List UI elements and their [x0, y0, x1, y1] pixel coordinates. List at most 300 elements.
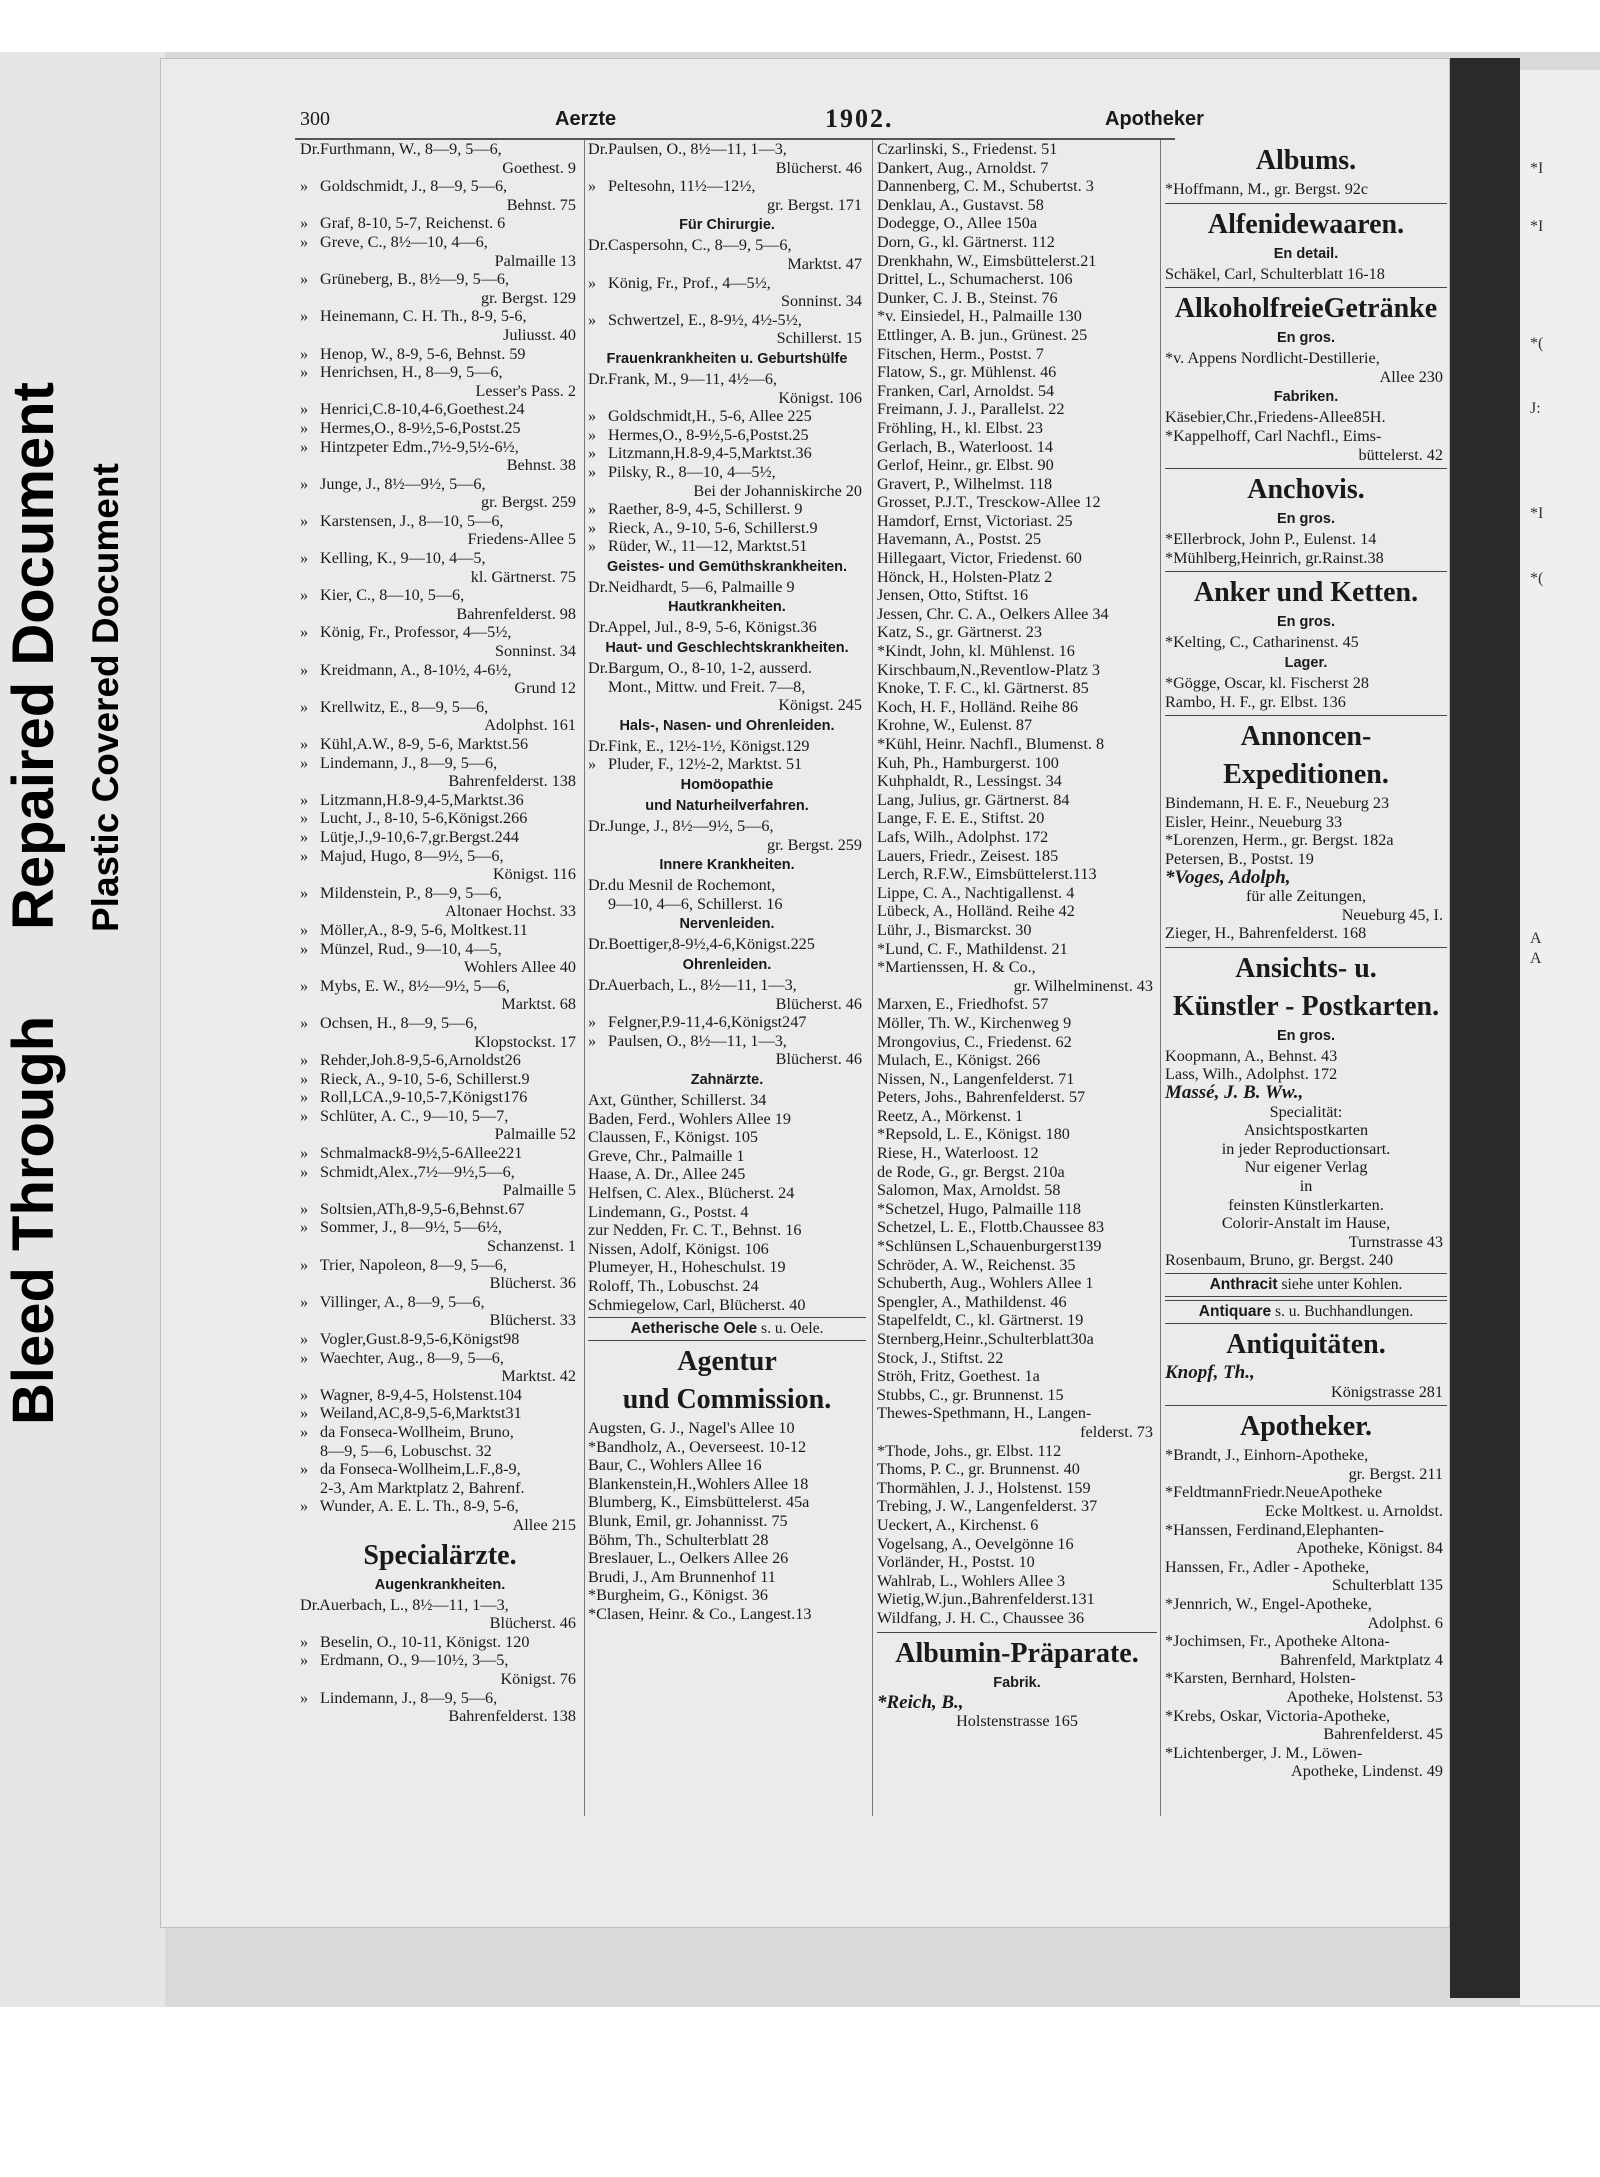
directory-entry — [588, 500, 866, 519]
entry-text: Knoke, T. F. C., kl. Gärtnerst. 85 — [877, 679, 1089, 698]
directory-entry — [300, 1218, 580, 1237]
entry-text: da Fonseca-Wollheim,L.F.,8-9, — [320, 1460, 521, 1479]
directory-entry — [588, 1419, 866, 1438]
directory-entry — [588, 578, 866, 597]
entry-marker: » — [588, 500, 597, 519]
column-divider — [872, 140, 873, 1816]
entry-text: Helfsen, C. Alex., Blücherst. 24 — [588, 1183, 795, 1202]
directory-entry — [877, 1572, 1157, 1591]
entry-text: Zieger, H., Bahrenfelderst. 168 — [1165, 924, 1367, 943]
entry-continuation: Wohlers Allee 40 — [464, 958, 576, 977]
directory-entry — [300, 586, 580, 605]
directory-entry — [300, 884, 580, 903]
directory-entry — [877, 270, 1157, 289]
directory-entry — [588, 1456, 866, 1475]
entry-continuation: 8—9, 5—6, Lobuschst. 32 — [320, 1441, 492, 1460]
directory-entry — [1165, 427, 1447, 446]
entry-text: Caspersohn, C., 8—9, 5—6, — [608, 236, 792, 255]
entry-marker: » — [300, 920, 309, 939]
entry-continuation: Palmaille 13 — [494, 251, 576, 270]
entry-marker: » — [300, 735, 309, 753]
directory-entry — [1165, 180, 1447, 199]
entry-text: Brudi, J., Am Brunnenhof 11 — [588, 1567, 776, 1586]
entry-text: *Lorenzen, Herm., gr. Bergst. 182a — [1165, 831, 1394, 850]
directory-entry — [877, 568, 1157, 587]
entry-text: Spengler, A., Mathildenst. 46 — [877, 1292, 1067, 1311]
entry-marker: » — [588, 537, 597, 556]
entry-text: Sommer, J., 8—9½, 5—6½, — [320, 1218, 502, 1237]
directory-entry — [1165, 1558, 1447, 1577]
directory-entry — [877, 438, 1157, 457]
entry-continuation: Palmaille 5 — [502, 1181, 576, 1200]
directory-entry — [1165, 1483, 1447, 1502]
entry-text: Lindemann, J., 8—9, 5—6, — [320, 753, 498, 772]
entry-continuation: Marktst. 42 — [501, 1367, 576, 1386]
entry-text: Baden, Ferd., Wohlers Allee 19 — [588, 1109, 791, 1128]
entry-text: Lass, Wilh., Adolphst. 172 — [1165, 1065, 1338, 1084]
directory-entry — [1165, 530, 1447, 549]
entry-text: Reetz, A., Mörkenst. 1 — [877, 1106, 1024, 1125]
directory-entry — [300, 1051, 580, 1070]
directory-entry — [588, 755, 866, 774]
directory-entry — [877, 1442, 1157, 1461]
entry-continuation: Behnst. 38 — [506, 456, 576, 475]
entry-text: Lang, Julius, gr. Gärtnerst. 84 — [877, 790, 1070, 809]
entry-text: Waechter, Aug., 8—9, 5—6, — [319, 1348, 504, 1367]
section-heading: Apotheker. — [1240, 1411, 1372, 1443]
entry-text: Stock, J., Stiftst. 22 — [877, 1348, 1004, 1367]
directory-entry — [1165, 693, 1447, 712]
entry-text: Soltsien,ATh,8-9,5-6,Behnst.67 — [320, 1199, 525, 1218]
subsection-heading: En gros. — [1276, 1027, 1335, 1044]
section-heading: Ansichts- u. — [1235, 952, 1377, 984]
entry-text: König, Fr., Professor, 4—5½, — [320, 623, 512, 642]
directory-entry — [877, 1553, 1157, 1572]
entry-text: *Karsten, Bernhard, Holsten- — [1165, 1669, 1356, 1688]
directory-entry — [1165, 349, 1447, 368]
entry-marker: » — [300, 1106, 309, 1125]
section-rule — [1165, 287, 1447, 288]
directory-entry — [588, 1091, 866, 1110]
directory-column-2 — [588, 140, 866, 1624]
entry-text: Junge, J., 8½—9½, 5—6, — [608, 817, 774, 836]
entry-text: Henop, W., 8-9, 5-6, Behnst. 59 — [320, 344, 526, 363]
directory-entry — [877, 512, 1157, 531]
column-divider — [584, 140, 585, 1816]
directory-entry — [588, 1013, 866, 1032]
entry-marker: » — [300, 623, 309, 642]
directory-entry — [1165, 1744, 1447, 1763]
directory-entry — [877, 772, 1157, 791]
directory-entry — [1165, 674, 1447, 693]
directory-entry — [877, 1144, 1157, 1163]
directory-entry — [300, 1689, 580, 1708]
subsection-heading: Frauenkrankheiten u. Geburtshülfe — [606, 350, 848, 367]
entry-text: Schmiegelow, Carl, Blücherst. 40 — [588, 1295, 806, 1314]
directory-entry — [877, 1218, 1157, 1237]
directory-entry — [877, 642, 1157, 661]
entry-text: Käsebier,Chr.,Friedens-Allee85H. — [1165, 408, 1386, 427]
entry-marker: » — [300, 753, 309, 772]
page-number: 300 — [300, 108, 330, 130]
entry-text: *Martienssen, H. & Co., — [877, 958, 1036, 977]
entry-text: Schmidt,Alex.,7½—9½,5—6, — [320, 1162, 515, 1181]
section-heading: Specialärzte. — [363, 1539, 517, 1571]
entry-text: Litzmann,H.8-9,4-5,Marktst.36 — [320, 790, 524, 809]
entry-continuation: Klopstockst. 17 — [474, 1032, 576, 1051]
subsection-heading: En gros. — [1276, 330, 1335, 347]
entry-text: Sternberg,Heinr.,Schulterblatt30a — [877, 1330, 1094, 1348]
entry-marker: » — [300, 939, 309, 958]
entry-text: Trier, Napoleon, 8—9, 5—6, — [319, 1255, 507, 1274]
entry-continuation: Allee 230 — [1379, 367, 1443, 386]
entry-text: Dorn, G., kl. Gärtnerst. 112 — [877, 232, 1055, 251]
entry-text: Schuberth, Aug., Wohlers Allee 1 — [877, 1274, 1094, 1293]
directory-entry — [877, 289, 1157, 308]
entry-text: Krellwitz, E., 8—9, 5—6, — [320, 697, 489, 716]
directory-entry — [877, 1200, 1157, 1219]
subsection-heading: Geistes- und Gemüthskrankheiten. — [606, 558, 848, 575]
directory-entry — [1165, 265, 1447, 284]
directory-entry — [877, 214, 1157, 233]
entry-text: Junge, J., 8½—9½, 5—6, — [320, 474, 486, 493]
subsection-heading: Haut- und Geschlechtskrankheiten. — [605, 640, 849, 657]
entry-text: Möller,A., 8-9, 5-6, Moltkest.11 — [320, 920, 528, 939]
entry-marker: » — [588, 177, 597, 196]
entry-text: Roloff, Th., Lobuschst. 24 — [588, 1276, 759, 1295]
directory-entry — [588, 1605, 866, 1624]
directory-entry — [1165, 1446, 1447, 1465]
entry-marker: » — [588, 444, 597, 463]
page-binding-edge — [1450, 58, 1520, 1998]
directory-entry — [877, 140, 1157, 159]
directory-entry — [877, 865, 1157, 884]
entry-marker: » — [300, 1069, 309, 1088]
directory-entry — [877, 716, 1157, 735]
directory-entry — [300, 623, 580, 642]
entry-text: Dr.Boettiger,8-9½,4-6,Königst.225 — [588, 935, 815, 954]
section-rule — [1165, 947, 1447, 948]
directory-entry — [877, 1479, 1157, 1498]
entry-text: Dankert, Aug., Arnoldst. 7 — [877, 158, 1049, 177]
entry-text: Blumberg, K., Eimsbüttelerst. 45a — [588, 1493, 810, 1512]
entry-continuation: Königstrasse 281 — [1331, 1382, 1443, 1401]
running-year: 1902. — [825, 104, 894, 133]
entry-text: Augsten, G. J., Nagel's Allee 10 — [588, 1419, 795, 1438]
directory-entry — [1165, 408, 1447, 427]
directory-entry — [877, 1125, 1157, 1144]
entry-text: *Hanssen, Ferdinand,Elephanten- — [1165, 1520, 1384, 1539]
directory-entry — [588, 1221, 866, 1240]
entry-text: Stubbs, C., gr. Brunnenst. 15 — [877, 1385, 1064, 1404]
entry-text: Blunk, Emil, gr. Johannisst. 75 — [588, 1512, 788, 1531]
entry-continuation: Bahrenfelderst. 45 — [1323, 1725, 1443, 1744]
directory-entry — [877, 363, 1157, 382]
next-page-fragment: *I — [1530, 218, 1544, 235]
directory-entry — [588, 1184, 866, 1203]
advert-line: Ansichtspostkarten — [1243, 1121, 1369, 1140]
entry-text: Hintzpeter Edm.,7½-9,5½-6½, — [320, 437, 519, 456]
subsection-heading: En gros. — [1276, 614, 1335, 631]
entry-continuation: Blücherst. 46 — [775, 158, 862, 177]
entry-marker: » — [300, 790, 309, 809]
running-title-left: Aerzte — [555, 108, 617, 130]
directory-entry — [300, 1200, 580, 1219]
entry-continuation: Altonaer Hochst. 33 — [445, 902, 576, 921]
directory-entry — [300, 940, 580, 959]
entry-text: Lerch, R.F.W., Eimsbüttelerst.113 — [877, 865, 1097, 884]
entry-marker: Dr. — [588, 659, 609, 678]
directory-entry — [300, 698, 580, 717]
directory-entry — [588, 444, 866, 463]
section-heading: Künstler - Postkarten. — [1172, 990, 1440, 1022]
entry-continuation: Bahrenfeld, Marktplatz 4 — [1279, 1650, 1443, 1669]
directory-entry — [300, 1293, 580, 1312]
entry-marker: Dr. — [300, 140, 321, 158]
entry-text: Drittel, L., Schumacherst. 106 — [877, 270, 1073, 289]
entry-text: Blankenstein,H.,Wohlers Allee 18 — [588, 1474, 809, 1493]
advert-name: Massé, J. B. Ww., — [1165, 1082, 1304, 1104]
entry-text: Kelling, K., 9—10, 4—5, — [320, 549, 486, 568]
directory-entry — [1165, 794, 1447, 813]
directory-entry — [300, 847, 580, 866]
directory-entry — [877, 1163, 1157, 1182]
section-rule — [1165, 571, 1447, 572]
cross-reference-text: s. u. Oele. — [757, 1320, 824, 1338]
entry-continuation: Allee 215 — [512, 1515, 576, 1534]
entry-text: Salomon, Max, Arnoldst. 58 — [877, 1181, 1061, 1200]
entry-marker: » — [588, 1013, 597, 1032]
entry-text: Rüder, W., 11—12, Marktst.51 — [608, 537, 808, 556]
directory-entry — [588, 1032, 866, 1051]
directory-entry — [877, 1497, 1157, 1516]
entry-text: Bindemann, H. E. F., Neueburg 23 — [1165, 794, 1390, 813]
entry-marker: » — [300, 1051, 309, 1070]
entry-marker: » — [300, 1632, 309, 1651]
directory-entry — [300, 828, 580, 847]
entry-text: Petersen, B., Postst. 19 — [1165, 849, 1314, 868]
directory-entry — [877, 884, 1157, 903]
entry-text: Kuhphaldt, R., Lessingst. 34 — [877, 772, 1062, 791]
entry-text: Kier, C., 8—10, 5—6, — [320, 586, 465, 605]
entry-continuation: Apotheke, Holstenst. 53 — [1286, 1687, 1443, 1706]
entry-text: Heinemann, C. H. Th., 8-9, 5-6, — [320, 307, 527, 326]
entry-text: Koch, H. F., Holländ. Reihe 86 — [877, 697, 1079, 716]
label-repaired-document: Repaired Document — [1, 382, 66, 930]
entry-text: Neidhardt, 5—6, Palmaille 9 — [608, 577, 795, 596]
entry-text: Wunder, A. E. L. Th., 8-9, 5-6, — [319, 1497, 519, 1516]
label-plastic-covered-document: Plastic Covered Document — [85, 463, 126, 932]
directory-entry — [300, 177, 580, 196]
entry-text: *Bandholz, A., Oeverseest. 10-12 — [588, 1437, 807, 1456]
directory-entry — [877, 791, 1157, 810]
next-page-fragment: *( — [1530, 570, 1544, 587]
entry-text: Ettlinger, A. B. jun., Grünest. 25 — [877, 325, 1088, 344]
entry-marker: » — [300, 214, 309, 233]
entry-marker: » — [300, 1348, 309, 1367]
entry-marker: » — [300, 400, 309, 419]
entry-marker: » — [300, 827, 309, 846]
directory-column-1 — [300, 140, 580, 1726]
entry-marker: » — [300, 232, 309, 251]
entry-text: Rehder,Joh.8-9,5-6,Arnoldst26 — [320, 1051, 521, 1070]
entry-marker: » — [300, 363, 309, 382]
entry-text: Lübeck, A., Holländ. Reihe 42 — [877, 902, 1075, 921]
entry-text: Goldschmidt,H., 5-6, Allee 225 — [608, 407, 812, 426]
entry-text: Wagner, 8-9,4-5, Holstenst.104 — [319, 1385, 522, 1404]
entry-marker: Dr. — [588, 876, 609, 895]
entry-marker: Dr. — [588, 618, 609, 637]
directory-entry — [877, 1609, 1157, 1628]
entry-marker: » — [300, 1651, 309, 1670]
directory-entry — [877, 958, 1157, 977]
directory-entry — [877, 1051, 1157, 1070]
entry-text: Drenkhahn, W., Eimsbüttelerst.21 — [877, 251, 1097, 270]
entry-marker: » — [300, 976, 309, 995]
entry-continuation: gr. Bergst. 171 — [766, 195, 862, 214]
entry-text: Nissen, Adolf, Königst. 106 — [588, 1239, 769, 1258]
directory-entry — [877, 698, 1157, 717]
entry-text: du Mesnil de Rochemont, — [608, 876, 776, 895]
entry-text: Peters, Johs., Bahrenfelderst. 57 — [877, 1088, 1086, 1107]
entry-text: Majud, Hugo, 8—9½, 5—6, — [320, 846, 504, 865]
entry-text: *Repsold, L. E., Königst. 180 — [877, 1125, 1070, 1144]
entry-text: Vogler,Gust.8-9,5-6,Königst98 — [319, 1330, 520, 1348]
directory-entry — [300, 1633, 580, 1652]
cross-reference-text: siehe unter Kohlen. — [1277, 1276, 1403, 1293]
entry-text: Jensen, Otto, Stiftst. 16 — [877, 586, 1029, 605]
entry-marker: » — [588, 425, 597, 444]
directory-entry — [300, 140, 580, 159]
entry-text: Vogelsang, A., Oevelgönne 16 — [877, 1534, 1074, 1553]
entry-continuation: Königst. 245 — [778, 696, 862, 715]
entry-text: Mrongovius, C., Friedenst. 62 — [877, 1032, 1072, 1051]
entry-text: Gerlof, Heinr., gr. Elbst. 90 — [877, 456, 1054, 475]
directory-entry — [877, 1516, 1157, 1535]
directory-entry — [588, 1493, 866, 1512]
directory-entry — [877, 809, 1157, 828]
entry-text: Schröder, A. W., Reichenst. 35 — [877, 1255, 1076, 1274]
entry-marker: » — [588, 462, 597, 481]
entry-continuation: Turnstrasse 43 — [1348, 1232, 1443, 1251]
entry-marker: » — [300, 586, 309, 605]
directory-entry — [877, 1256, 1157, 1275]
directory-entry — [877, 1404, 1157, 1423]
directory-entry — [877, 735, 1157, 754]
entry-text: *Brandt, J., Einhorn-Apotheke, — [1165, 1446, 1369, 1465]
directory-entry — [300, 1070, 580, 1089]
entry-text: zur Nedden, Fr. C. T., Behnst. 16 — [588, 1221, 802, 1240]
entry-continuation: Lesser's Pass. 2 — [475, 381, 576, 400]
directory-entry — [877, 940, 1157, 959]
advert-line: Holstenstrasse 165 — [956, 1712, 1078, 1731]
advert-line: in jeder Reproductionsart. — [1221, 1139, 1391, 1158]
entry-text: Haase, A. Dr., Allee 245 — [588, 1165, 746, 1184]
directory-entry — [877, 382, 1157, 401]
entry-marker: » — [588, 273, 597, 292]
entry-text: Hillegaart, Victor, Friedenst. 60 — [877, 549, 1082, 568]
entry-text: Auerbach, L., 8½—11, 1—3, — [319, 1595, 509, 1614]
directory-column-3 — [877, 140, 1157, 1731]
entry-text: Lafs, Wilh., Adolphst. 172 — [877, 827, 1049, 846]
entry-continuation: Sonninst. 34 — [781, 292, 862, 311]
entry-text: Fitschen, Herm., Postst. 7 — [877, 344, 1044, 363]
directory-entry — [1165, 831, 1447, 850]
entry-text: Felgner,P.9-11,4-6,Königst247 — [608, 1013, 807, 1032]
directory-entry — [588, 1475, 866, 1494]
directory-entry — [588, 426, 866, 445]
directory-entry — [300, 1423, 580, 1442]
entry-continuation: Blücherst. 46 — [775, 1050, 862, 1069]
subsection-heading: Fabrik. — [993, 1674, 1041, 1691]
directory-entry — [877, 419, 1157, 438]
directory-entry — [588, 1258, 866, 1277]
entry-marker: » — [300, 1013, 309, 1032]
directory-entry — [1165, 633, 1447, 652]
subsection-heading: En gros. — [1276, 511, 1335, 528]
entry-marker: » — [300, 846, 309, 865]
entry-text: Lucht, J., 8-10, 5-6,Königst.266 — [320, 809, 528, 828]
entry-text: Dunker, C. J. B., Steinst. 76 — [877, 288, 1058, 307]
entry-text: *Schlünsen L,Schauenburgerst139 — [877, 1237, 1102, 1256]
directory-entry — [877, 493, 1157, 512]
directory-entry — [588, 519, 866, 538]
entry-text: Jessen, Chr. C. A., Oelkers Allee 34 — [877, 604, 1109, 623]
entry-text: Trebing, J. W., Langenfelderst. 37 — [877, 1497, 1098, 1516]
directory-entry — [877, 400, 1157, 419]
entry-continuation: Königst. 106 — [778, 388, 862, 407]
entry-marker: » — [300, 809, 309, 828]
entry-text: Ochsen, H., 8—9, 5—6, — [320, 1013, 478, 1032]
entry-text: Schmalmack8-9½,5-6Allee221 — [320, 1144, 523, 1163]
section-heading: und Commission. — [622, 1384, 832, 1416]
entry-text: Claussen, F., Königst. 105 — [588, 1128, 759, 1147]
directory-entry — [300, 1596, 580, 1615]
entry-marker: » — [300, 660, 309, 679]
entry-text: Greve, C., 8½—10, 4—6, — [320, 232, 488, 251]
entry-text: Thewes-Spethmann, H., Langen- — [877, 1404, 1092, 1423]
directory-entry — [300, 1144, 580, 1163]
subsection-heading: Augenkrankheiten. — [374, 1576, 506, 1593]
directory-entry — [300, 1163, 580, 1182]
entry-text: Schetzel, L. E., Flottb.Chaussee 83 — [877, 1218, 1105, 1237]
entry-text: *Burgheim, G., Königst. 36 — [588, 1586, 769, 1605]
subsection-heading: Ohrenleiden. — [682, 957, 772, 973]
entry-text: Rieck, A., 9-10, 5-6, Schillerst.9 — [608, 518, 818, 537]
directory-entry — [588, 1531, 866, 1550]
directory-entry — [300, 1404, 580, 1423]
directory-entry — [588, 1296, 866, 1315]
directory-entry — [300, 1014, 580, 1033]
directory-entry — [300, 1088, 580, 1107]
entry-marker: Dr. — [588, 817, 609, 836]
entry-text: Hönck, H., Holsten-Platz 2 — [877, 567, 1053, 586]
directory-entry — [877, 1460, 1157, 1479]
directory-entry — [877, 586, 1157, 605]
entry-continuation: gr. Wilhelminenst. 43 — [1013, 976, 1153, 995]
entry-continuation: Sonninst. 34 — [495, 642, 576, 661]
entry-text: Plumeyer, H., Hoheschulst. 19 — [588, 1258, 786, 1277]
entry-text: Goldschmidt, J., 8—9, 5—6, — [320, 177, 508, 196]
subsection-heading: Lager. — [1284, 654, 1328, 671]
entry-text: *Lund, C. F., Mathildenst. 21 — [877, 939, 1068, 958]
directory-entry — [300, 1107, 580, 1126]
directory-entry — [877, 252, 1157, 271]
directory-entry — [877, 679, 1157, 698]
directory-entry — [877, 605, 1157, 624]
entry-marker: Dr. — [588, 236, 609, 255]
column-divider — [1160, 140, 1161, 1816]
